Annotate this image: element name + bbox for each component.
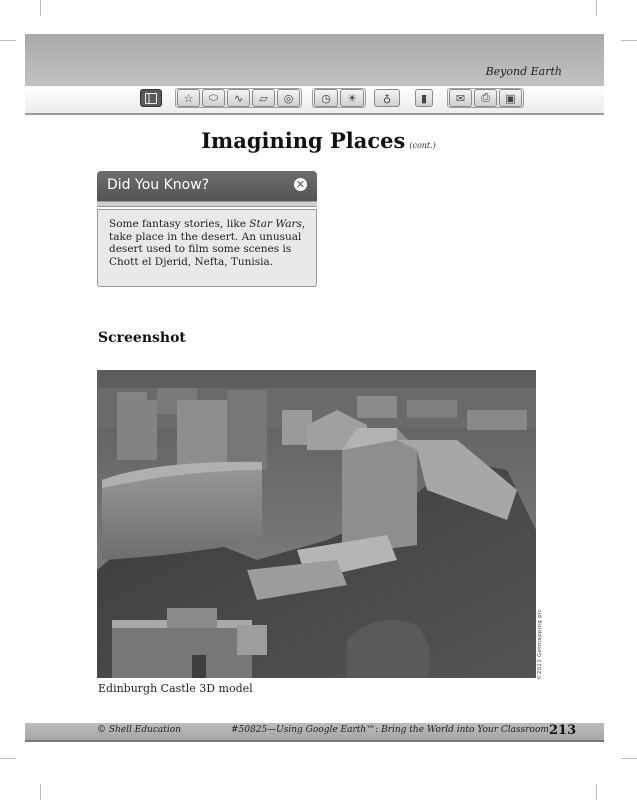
castle-3d-image [97, 370, 536, 678]
close-icon[interactable]: ✕ [295, 178, 306, 191]
sidebar-icon[interactable] [140, 89, 162, 107]
crop-mark [40, 0, 41, 16]
sunlight-icon[interactable]: ☀ [340, 89, 364, 107]
tour-icon[interactable]: ◎ [277, 89, 300, 107]
path-icon[interactable]: ∿ [227, 89, 250, 107]
page-title [0, 128, 637, 153]
crop-mark [40, 784, 41, 800]
fact-text-end: , take place in the desert. An unusual desert used to film some scenes is Chott el Djerid, Nefta, Tunisia. [109, 218, 306, 268]
overlay-icon[interactable]: ▱ [252, 89, 275, 107]
footer-book-title: #50825—Using Google Earth™: Bring the World into Your Classroom [231, 725, 549, 735]
did-you-know-header [97, 171, 317, 201]
footer-publisher: © Shell Education [97, 725, 182, 735]
section-title: Beyond Earth [485, 65, 562, 78]
planets-icon[interactable]: ♁ [374, 89, 400, 107]
crop-mark [596, 784, 597, 800]
fact-text-title: Star Wars [249, 218, 302, 230]
fact-text-start: Some fantasy stories, like [109, 218, 250, 230]
did-you-know-text [109, 218, 314, 268]
did-you-know-body [97, 209, 317, 287]
page-title-cont: (cont.) [409, 141, 436, 150]
historical-imagery-icon[interactable]: ◷ [314, 89, 338, 107]
crop-mark [0, 758, 16, 759]
crop-mark [621, 40, 637, 41]
save-image-icon[interactable]: ▣ [499, 89, 522, 107]
image-credit: ©2011 Getmapping plc [537, 608, 543, 680]
email-icon[interactable]: ✉ [449, 89, 472, 107]
divider [97, 201, 317, 207]
header-band [25, 34, 604, 86]
crop-mark [621, 758, 637, 759]
did-you-know-title: Did You Know? [107, 177, 210, 193]
page-number: 213 [549, 723, 577, 738]
ruler-icon[interactable]: ▮ [415, 89, 433, 107]
placemark-icon[interactable]: ☆ [177, 89, 200, 107]
print-icon[interactable]: ⎙ [474, 89, 497, 107]
did-you-know-box [97, 171, 317, 287]
toolbar [25, 86, 604, 115]
crop-mark [596, 0, 597, 16]
image-caption: Edinburgh Castle 3D model [98, 682, 253, 695]
polygon-icon[interactable]: ⬭ [202, 89, 225, 107]
footer-band [25, 723, 604, 742]
section-heading: Screenshot [98, 330, 186, 346]
crop-mark [0, 40, 16, 41]
page-title-main: Imagining Places [201, 128, 406, 153]
